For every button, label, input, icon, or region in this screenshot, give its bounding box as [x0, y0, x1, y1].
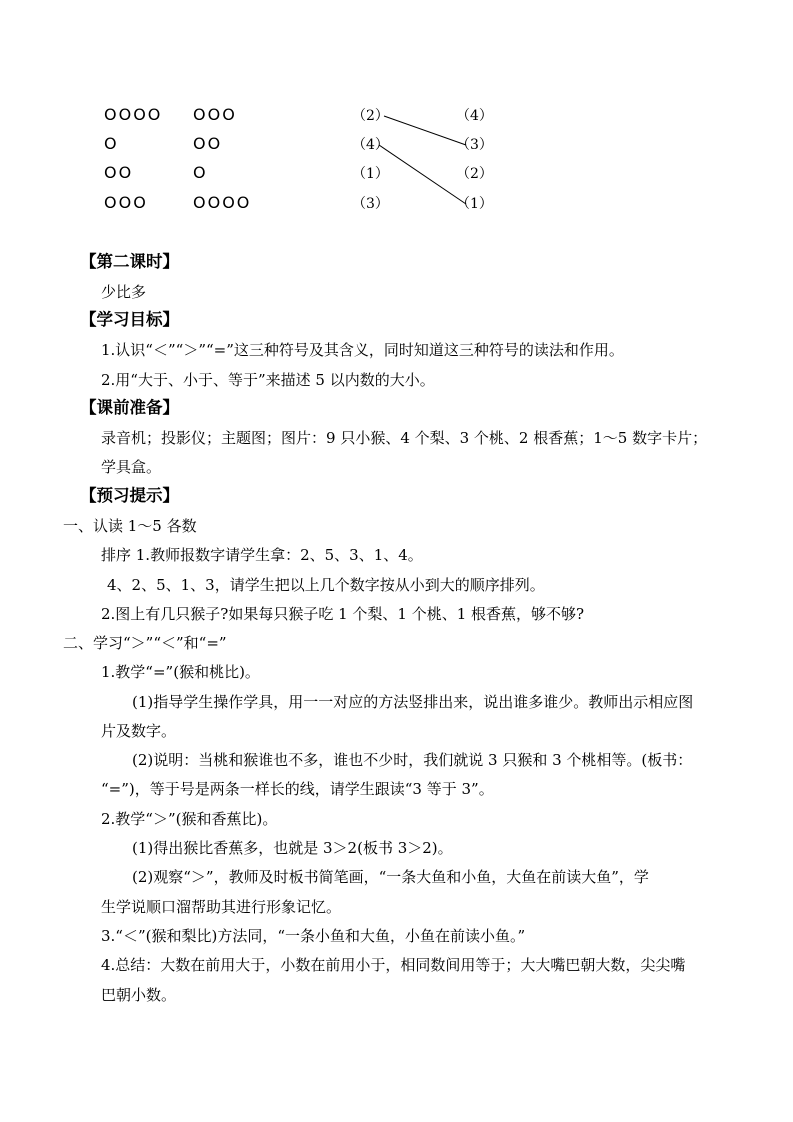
count-a-4: （3） — [352, 196, 389, 212]
match-line-4-to-1 — [379, 145, 466, 204]
preview-heading: 【预习提示】 — [80, 486, 179, 505]
prep-line-2: 学具盒。 — [101, 458, 162, 476]
prep-line-1: 录音机；投影仪；主题图；图片：9 只小猴、4 个梨、3 个桃、2 根香蕉；1～5 数字卡片； — [101, 429, 708, 447]
circles-middle-1: OOO — [193, 105, 237, 124]
count-b-4: （1） — [456, 196, 493, 212]
count-b-2: （3） — [456, 137, 493, 153]
preview-p2-l10: 3.“＜”(猴和梨比)方法同，“一条小鱼和大鱼，小鱼在前读小鱼。” — [101, 927, 526, 945]
preview-p2-l9: 生学说顺口溜帮助其进行形象记忆。 — [101, 898, 342, 916]
preview-p2-l1: 1.教学“=”(猴和桃比)。 — [101, 663, 260, 681]
lesson2-heading: 【第二课时】 — [80, 252, 179, 271]
preview-p2-l6: 2.教学“＞”(猴和香蕉比)。 — [101, 810, 278, 828]
circles-left-4: OOO — [104, 193, 148, 212]
preview-part2-title: 二、学习“＞”“＜”和“=” — [63, 634, 227, 652]
preview-part1-title: 一、认读 1～5 各数 — [63, 517, 197, 535]
preview-p1-line1: 排序 1.教师报数字请学生拿：2、5、3、1、4。 — [101, 546, 423, 564]
matching-lines — [0, 0, 793, 230]
lesson2-topic: 少比多 — [101, 283, 147, 301]
goals-heading: 【学习目标】 — [80, 310, 179, 329]
count-a-2: （4） — [352, 137, 389, 153]
preview-p2-l2: (1)指导学生操作学具，用一一对应的方法竖排出来，说出谁多谁少。教师出示相应图 — [132, 693, 694, 711]
goals-item-2: 2.用“大于、小于、等于”来描述 5 以内数的大小。 — [101, 371, 435, 389]
count-a-1: （2） — [352, 108, 389, 124]
preview-p1-line3: 2.图上有几只猴子?如果每只猴子吃 1 个梨、1 个桃、1 根香蕉，够不够? — [101, 605, 585, 623]
circles-middle-2: OO — [193, 134, 223, 153]
match-line-2-to-3 — [384, 116, 466, 145]
preview-p1-line2: 4、2、5、1、3，请学生把以上几个数字按从小到大的顺序排列。 — [107, 576, 545, 594]
circles-middle-4: OOOO — [193, 193, 252, 212]
preview-p2-l3: 片及数字。 — [101, 722, 177, 740]
count-b-1: （4） — [456, 108, 493, 124]
circles-left-3: OO — [104, 163, 134, 182]
preview-p2-l4: (2)说明：当桃和猴谁也不多，谁也不少时，我们就说 3 只猴和 3 个桃相等。(板书： — [132, 751, 693, 769]
preview-p2-l12: 巴朝小数。 — [101, 986, 177, 1004]
circles-left-2: O — [104, 134, 119, 153]
circles-left-1: OOOO — [104, 105, 163, 124]
circles-middle-3: O — [193, 163, 208, 182]
preview-p2-l7: (1)得出猴比香蕉多，也就是 3＞2(板书 3＞2)。 — [132, 839, 453, 857]
prep-heading: 【课前准备】 — [80, 398, 179, 417]
preview-p2-l5: “=”)，等于号是两条一样长的线，请学生跟读“3 等于 3”。 — [101, 780, 494, 798]
preview-p2-l11: 4.总结：大数在前用大于，小数在前用小于，相同数间用等于；大大嘴巴朝大数，尖尖嘴 — [101, 956, 686, 974]
goals-item-1: 1.认识“＜”“＞”“=”这三种符号及其含义，同时知道这三种符号的读法和作用。 — [101, 341, 624, 359]
count-a-3: （1） — [352, 166, 389, 182]
count-b-3: （2） — [456, 166, 493, 182]
preview-p2-l8: (2)观察“＞”，教师及时板书简笔画，“一条大鱼和小鱼，大鱼在前读大鱼”，学 — [132, 868, 649, 886]
